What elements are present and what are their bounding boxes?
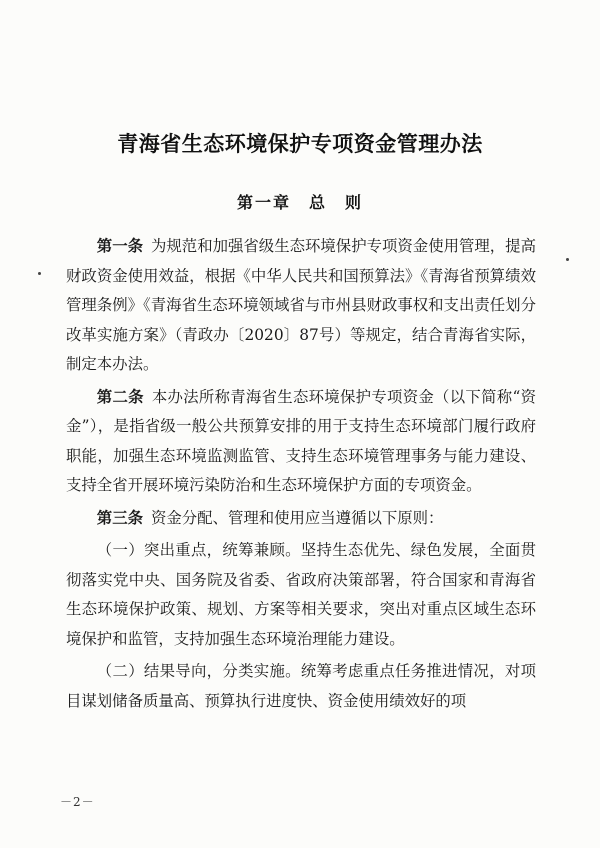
scan-speck	[566, 258, 569, 261]
chapter-name: 总 则	[309, 193, 364, 212]
document-body	[66, 232, 536, 716]
article-label: 第一条	[96, 237, 143, 255]
article-text: 本办法所称青海省生态环境保护专项资金（以下简称“资金”），是指省级一般公共预算安排的用于支持生态环境部门履行政府职能，加强生态环境监测监管、支持生态环境管理事务与能力建设、支持全省开展环境污染防治和生态环境保护方面的专项资金。	[66, 387, 536, 494]
article-3	[66, 504, 536, 534]
article-text: 为规范和加强省级生态环境保护专项资金使用管理，提高财政资金使用效益，根据《中华人民共和国预算法》《青海省预算绩效管理条例》《青海省生态环境领域省与市州县财政事权和支出责任划分改革实施方案》（青政办〔2020〕87号）等规定，结合青海省实际，制定本办法。	[66, 237, 536, 373]
page-number: －2－	[60, 795, 95, 809]
scan-speck	[38, 272, 41, 275]
principle-2: （二）结果导向，分类实施。统筹考虑重点任务推进情况，对项目谋划储备质量高、预算执行进度快、资金使用绩效好的项	[66, 662, 536, 710]
chapter-heading	[0, 190, 600, 213]
article-label: 第三条	[96, 508, 143, 527]
article-2	[66, 383, 536, 501]
principle-1: （一）突出重点，统筹兼顾。坚持生态优先、绿色发展，全面贯彻落实党中央、国务院及省委、省政府决策部署，符合国家和青海省生态环境保护政策、规划、方案等相关要求，突出对重点区域生态环境保护和监管，支持加强生态环境治理能力建设。	[66, 541, 536, 648]
article-1	[66, 232, 536, 380]
article-label: 第二条	[96, 387, 144, 406]
document-title: 青海省生态环境保护专项资金管理办法	[117, 131, 483, 156]
chapter-number: 第一章	[236, 193, 291, 212]
article-text: 资金分配、管理和使用应当遵循以下原则：	[150, 508, 444, 527]
